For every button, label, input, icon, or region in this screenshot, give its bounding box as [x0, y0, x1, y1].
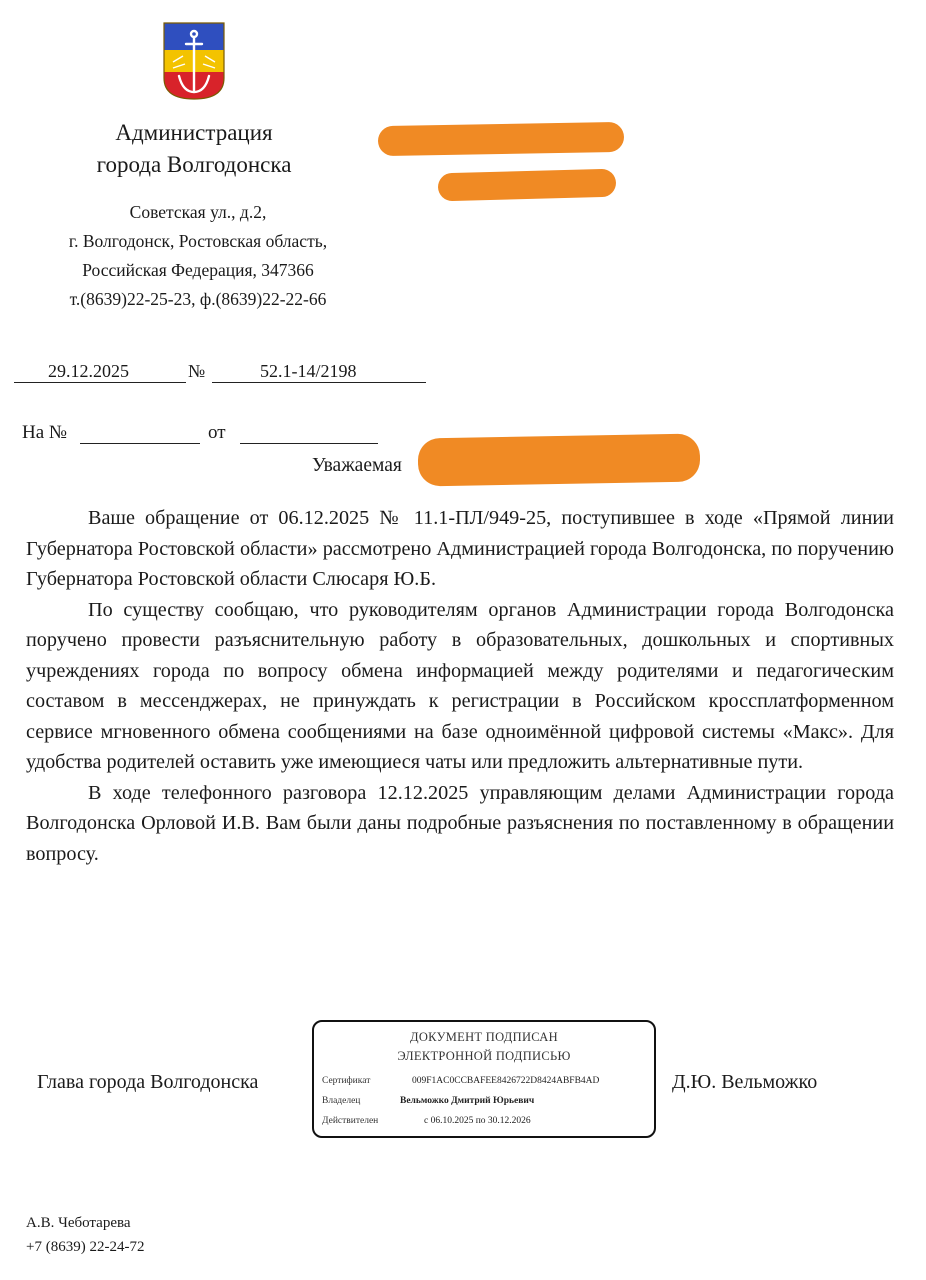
executor-name: А.В. Чеботарева: [26, 1215, 131, 1231]
signatory-name: Д.Ю. Вельможко: [672, 1071, 818, 1093]
reference-line: [22, 418, 402, 446]
phones-line: т.(8639)22-25-23, ф.(8639)22-22-66: [69, 289, 327, 309]
stamp-header-line1: ДОКУМЕНТ ПОДПИСАН: [410, 1030, 558, 1044]
org-name-line1: Администрация: [115, 120, 273, 145]
body-paragraph-3: В ходе телефонного разговора 12.12.2025 управляющим делами Администрации города Волгодонска Орловой И.В. Вам были даны подробные разъяснения по поставленному в обращении вопросу.: [26, 781, 894, 865]
addressee-name-redaction: [418, 434, 701, 487]
body-paragraph-1: Ваше обращение от 06.12.2025 № 11.1-ПЛ/949-25, поступившее в ходе «Прямой линии Губернатора Ростовской области» рассмотрено Администрацией города Волгодонска, по поручению Губернатора Ростовской области Слюсаря Ю.Б.: [26, 507, 894, 590]
address-line2: г. Волгодонск, Ростовская область,: [68, 231, 328, 251]
stamp-certificate-value: 009F1AC0CCBAFEE8426722D8424ABFB4AD: [412, 1076, 600, 1086]
registration-number-label: №: [188, 361, 206, 381]
registration-date: 29.12.2025: [48, 361, 129, 381]
reference-number-label: На №: [22, 422, 68, 443]
stamp-owner-value: Вельможко Дмитрий Юрьевич: [400, 1096, 535, 1106]
stamp-certificate-label: Сертификат: [322, 1076, 371, 1086]
address-line3: Российская Федерация, 347366: [82, 260, 314, 280]
recipient-redaction-1: [378, 122, 624, 156]
address-line1: Советская ул., д.2,: [129, 202, 267, 222]
registration-line: [14, 360, 426, 386]
stamp-validity-label: Действителен: [322, 1116, 379, 1126]
stamp-validity-value: с 06.10.2025 по 30.12.2026: [424, 1116, 531, 1126]
stamp-header-line2: ЭЛЕКТРОННОЙ ПОДПИСЬЮ: [397, 1049, 571, 1063]
letter-body: [26, 503, 894, 869]
body-paragraph-2: По существу сообщаю, что руководителям органов Администрации города Волгодонска поручено провести разъяснительную работу в образовательных, дошкольных и спортивных учреждениях города по вопросу обмена информацией между родителями и педагогическим составом в мессенджерах, не принуждать к регистрации в Российском кроссплатформенном сервисе мгновенного обмена сообщениями на базе одноимённой цифровой системы «Макс». Для удобства родителей оставить уже имеющиеся чаты или предложить альтернативные пути.: [26, 598, 894, 773]
stamp-owner-label: Владелец: [322, 1096, 361, 1106]
electronic-signature-stamp: [312, 1020, 656, 1138]
executor-phone: +7 (8639) 22-24-72: [26, 1239, 145, 1255]
recipient-redaction-2: [438, 169, 617, 202]
org-name-line2: города Волгодонска: [96, 152, 292, 177]
reference-from-label: от: [208, 422, 226, 443]
coat-of-arms-emblem: [163, 22, 225, 100]
signatory-position: Глава города Волгодонска: [37, 1071, 259, 1093]
registration-number: 52.1-14/2198: [260, 361, 357, 381]
greeting: Уважаемая: [312, 455, 402, 476]
